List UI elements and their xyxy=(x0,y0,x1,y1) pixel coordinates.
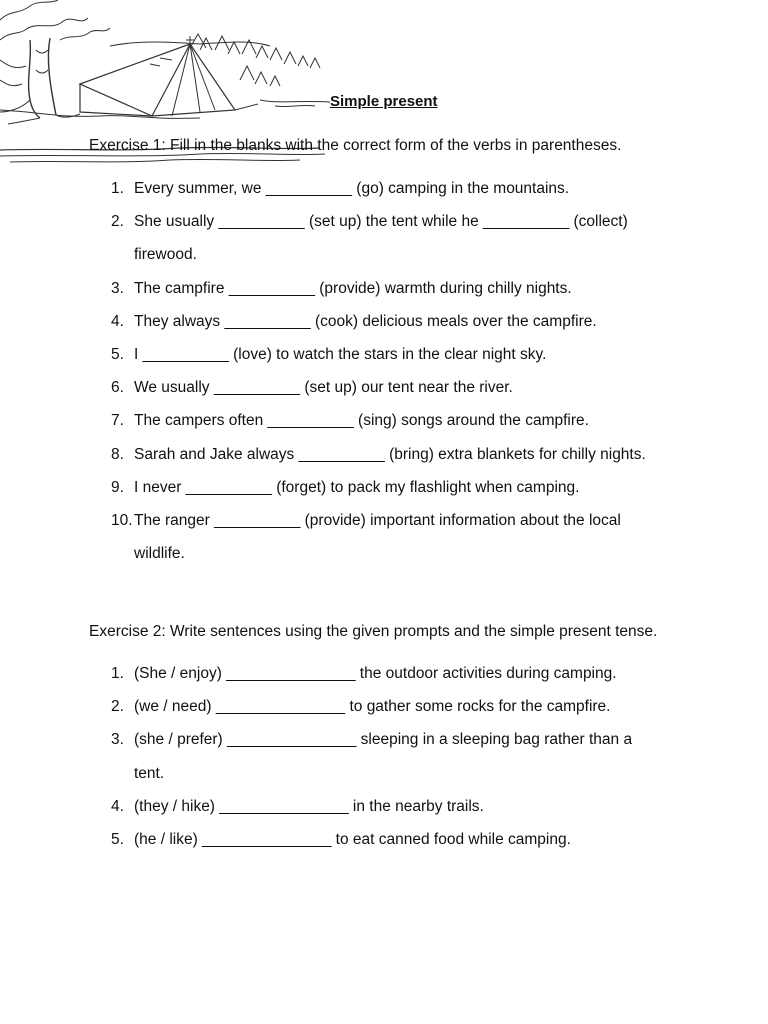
item-text: I __________ (love) to watch the stars in the clear night sky. xyxy=(134,345,547,363)
item-text: wildlife. xyxy=(134,545,185,563)
item-text: Every summer, we __________ (go) camping in the mountains. xyxy=(134,180,570,197)
item-number: 1. xyxy=(111,665,124,682)
item-number: 4. xyxy=(111,312,124,330)
item-text: (she / prefer) _______________ sleeping in a sleeping bag rather than a xyxy=(134,731,633,749)
item-text: (we / need) _______________ to gather some rocks for the campfire. xyxy=(134,698,611,716)
item-text: They always __________ (cook) delicious meals over the campfire. xyxy=(134,312,597,330)
item-number: 3. xyxy=(111,279,124,297)
item-number: 5. xyxy=(111,830,124,848)
item-number: 7. xyxy=(111,412,124,430)
item-number: 2. xyxy=(111,213,124,231)
exercise-1-heading: Exercise 1: Fill in the blanks with the correct form of the verbs in parentheses. xyxy=(89,137,622,154)
item-number: 6. xyxy=(111,379,124,397)
item-text: She usually __________ (set up) the tent while he __________ (collect) xyxy=(134,213,628,231)
item-text: (he / like) _______________ to eat canned food while camping. xyxy=(134,830,571,848)
item-text: firewood. xyxy=(134,246,197,264)
item-text: (She / enjoy) _______________ the outdoor activities during camping. xyxy=(134,665,617,682)
item-text: The campfire __________ (provide) warmth during chilly nights. xyxy=(134,279,572,297)
item-text: The ranger __________ (provide) important information about the local xyxy=(134,511,621,529)
item-number: 9. xyxy=(111,478,124,496)
item-number: 5. xyxy=(111,345,124,363)
item-number: 10. xyxy=(111,511,133,529)
item-number: 8. xyxy=(111,445,124,463)
worksheet-title: Simple present xyxy=(330,93,438,110)
exercise-2-heading: Exercise 2: Write sentences using the given prompts and the simple present tense. xyxy=(89,623,658,640)
item-number: 2. xyxy=(111,698,124,716)
item-text: (they / hike) _______________ in the nearby trails. xyxy=(134,797,484,815)
item-number: 3. xyxy=(111,731,124,749)
item-number: 4. xyxy=(111,797,124,815)
item-number: 1. xyxy=(111,180,124,197)
item-text: We usually __________ (set up) our tent near the river. xyxy=(134,379,513,397)
item-text: The campers often __________ (sing) songs around the campfire. xyxy=(134,412,589,430)
item-text: tent. xyxy=(134,764,165,782)
item-text: Sarah and Jake always __________ (bring) extra blankets for chilly nights. xyxy=(134,445,646,463)
item-text: I never __________ (forget) to pack my flashlight when camping. xyxy=(134,478,580,496)
